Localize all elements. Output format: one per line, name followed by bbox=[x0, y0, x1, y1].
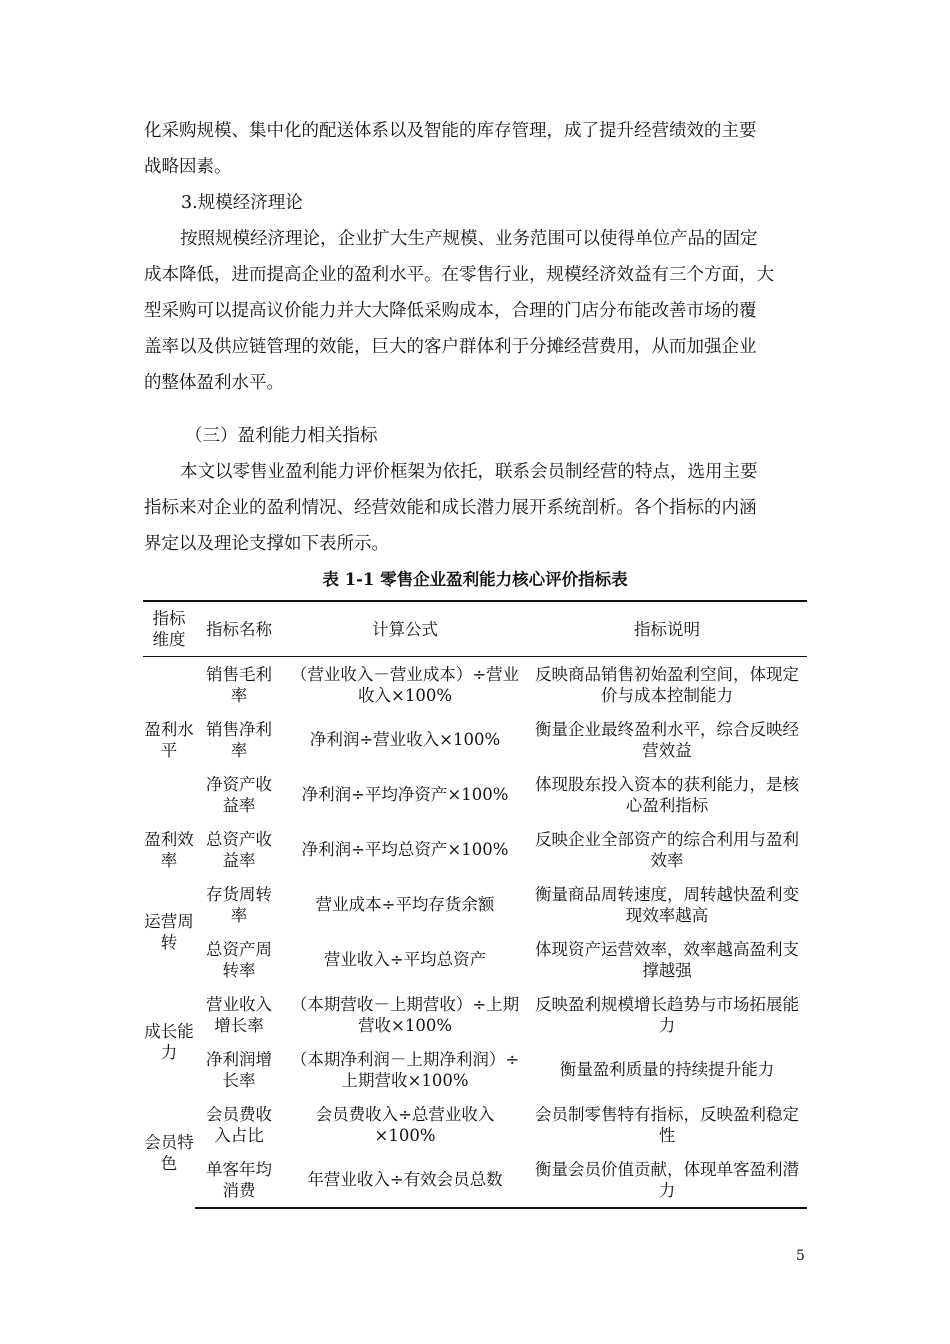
description-cell: 衡量商品周转速度，周转越快盈利变现效率越高 bbox=[535, 884, 799, 925]
table-row bbox=[143, 712, 807, 767]
table-row bbox=[143, 932, 807, 987]
description-cell: 反映盈利规模增长趋势与市场拓展能力 bbox=[535, 994, 799, 1035]
dimension-cell: 运营周转 bbox=[144, 912, 194, 952]
section-heading-3: 3.规模经济理论 bbox=[181, 193, 303, 213]
name-cell: 总资产收益率 bbox=[206, 829, 272, 870]
name-cell: 净资产收益率 bbox=[206, 774, 272, 815]
formula-cell: （营业收入－营业成本）÷营业收入×100% bbox=[290, 664, 520, 705]
table-row bbox=[143, 877, 807, 932]
page-number: 5 bbox=[796, 1248, 805, 1264]
formula-cell: （本期营收－上期营收）÷上期营收×100% bbox=[290, 994, 520, 1035]
table-caption: 表 1-1 零售企业盈利能力核心评价指标表 bbox=[322, 570, 628, 589]
table-row bbox=[143, 1097, 807, 1152]
table-header-row bbox=[143, 601, 807, 657]
text-line: 盖率以及供应链管理的效能，巨大的客户群体利于分摊经营费用，从而加强企业 bbox=[144, 337, 757, 357]
text-line: 化采购规模、集中化的配送体系以及智能的库存管理，成了提升经营绩效的主要 bbox=[144, 121, 757, 141]
description-cell: 反映企业全部资产的综合利用与盈利效率 bbox=[535, 829, 799, 870]
header-formula: 计算公式 bbox=[283, 601, 527, 657]
metrics-table bbox=[143, 600, 807, 1209]
description-cell: 会员制零售特有指标，反映盈利稳定性 bbox=[535, 1104, 799, 1145]
description-cell: 衡量盈利质量的持续提升能力 bbox=[559, 1060, 775, 1079]
name-cell: 营业收入增长率 bbox=[206, 994, 272, 1035]
name-cell: 会员费收入占比 bbox=[206, 1104, 272, 1145]
description-cell: 反映商品销售初始盈利空间，体现定价与成本控制能力 bbox=[535, 664, 799, 705]
name-cell: 销售毛利率 bbox=[206, 664, 272, 705]
table-row bbox=[143, 1152, 807, 1208]
text-line: 界定以及理论支撑如下表所示。 bbox=[144, 534, 389, 554]
section-heading-three: （三）盈利能力相关指标 bbox=[185, 426, 378, 446]
table-row bbox=[143, 822, 807, 877]
formula-cell: 净利润÷平均净资产×100% bbox=[301, 785, 509, 804]
description-cell: 衡量会员价值贡献，体现单客盈利潜力 bbox=[527, 1152, 807, 1208]
dimension-cell: 成长能力 bbox=[144, 1022, 194, 1062]
table-row bbox=[143, 767, 807, 822]
dimension-cell: 会员特色 bbox=[144, 1132, 194, 1173]
description-cell: 衡量企业最终盈利水平，综合反映经营效益 bbox=[535, 719, 799, 760]
name-cell: 销售净利率 bbox=[206, 719, 272, 760]
name-cell: 存货周转率 bbox=[206, 884, 272, 925]
text-line: 战略因素。 bbox=[144, 157, 232, 177]
description-cell: 体现股东投入资本的获利能力，是核心盈利指标 bbox=[535, 774, 799, 815]
dimension-cell: 盈利水平 bbox=[144, 719, 194, 760]
name-cell: 净利润增长率 bbox=[206, 1049, 272, 1090]
intro-paragraph bbox=[144, 113, 808, 185]
scale-economy-paragraph bbox=[144, 221, 808, 401]
table-row bbox=[143, 1042, 807, 1097]
formula-cell: （本期净利润－上期净利润）÷上期营收×100% bbox=[290, 1049, 520, 1090]
text-line: 按照规模经济理论，企业扩大生产规模、业务范围可以使得单位产品的固定 bbox=[180, 229, 758, 249]
formula-cell: 年营业收入÷有效会员总数 bbox=[283, 1152, 527, 1208]
table-row bbox=[143, 987, 807, 1042]
header-dimension: 指标维度 bbox=[143, 601, 195, 657]
text-line: 的整体盈利水平。 bbox=[144, 373, 284, 393]
description-cell: 体现资产运营效率，效率越高盈利支撑越强 bbox=[535, 939, 799, 980]
name-cell: 总资产周转率 bbox=[206, 939, 272, 980]
header-description: 指标说明 bbox=[527, 601, 807, 657]
header-name: 指标名称 bbox=[195, 601, 283, 657]
table-row bbox=[143, 657, 807, 713]
text-line: 型采购可以提高议价能力并大大降低采购成本，合理的门店分布能改善市场的覆 bbox=[144, 301, 757, 321]
text-line: 指标来对企业的盈利情况、经营效能和成长潜力展开系统剖析。各个指标的内涵 bbox=[144, 498, 757, 518]
text-line: 本文以零售业盈利能力评价框架为依托，联系会员制经营的特点，选用主要 bbox=[180, 462, 758, 482]
formula-cell: 营业成本÷平均存货余额 bbox=[315, 895, 495, 914]
dimension-cell: 盈利效率 bbox=[144, 829, 194, 870]
formula-cell: 会员费收入÷总营业收入×100% bbox=[315, 1104, 495, 1145]
text-line: 成本降低，进而提高企业的盈利水平。在零售行业，规模经济效益有三个方面，大 bbox=[144, 265, 774, 285]
formula-cell: 净利润÷平均总资产×100% bbox=[301, 840, 509, 859]
name-cell: 单客年均消费 bbox=[195, 1152, 283, 1208]
formula-cell: 净利润÷营业收入×100% bbox=[309, 730, 501, 749]
formula-cell: 营业收入÷平均总资产 bbox=[323, 950, 487, 969]
indicators-paragraph bbox=[144, 454, 808, 562]
